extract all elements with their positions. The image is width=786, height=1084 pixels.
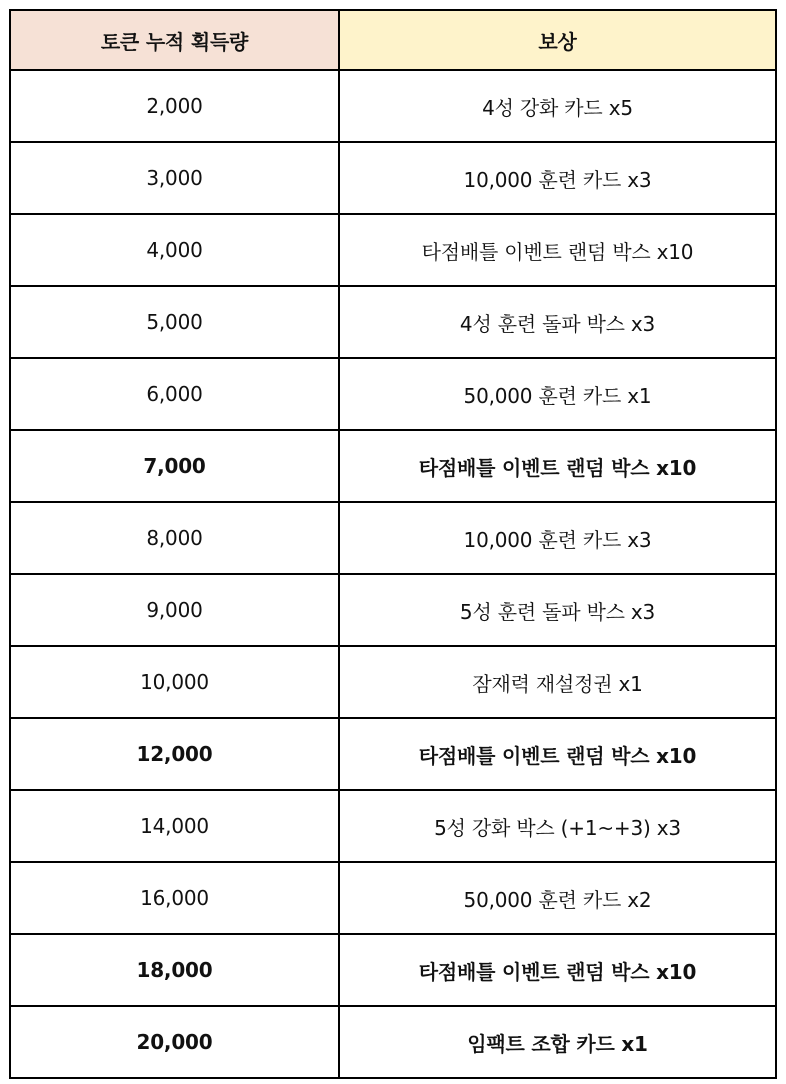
tokens-cell: 9,000 xyxy=(10,574,339,646)
table-row xyxy=(10,574,776,646)
table-row xyxy=(10,430,776,502)
tokens-cell: 7,000 xyxy=(10,430,339,502)
table-row xyxy=(10,358,776,430)
reward-cell: 5성 강화 박스 (+1~+3) x3 xyxy=(339,790,776,862)
table-row xyxy=(10,70,776,142)
tokens-cell: 2,000 xyxy=(10,70,339,142)
tokens-cell: 20,000 xyxy=(10,1006,339,1078)
tokens-cell: 8,000 xyxy=(10,502,339,574)
reward-cell: 5성 훈련 돌파 박스 x3 xyxy=(339,574,776,646)
reward-cell: 임팩트 조합 카드 x1 xyxy=(339,1006,776,1078)
reward-cell: 타점배틀 이벤트 랜덤 박스 x10 xyxy=(339,718,776,790)
tokens-cell: 5,000 xyxy=(10,286,339,358)
reward-cell: 4성 훈련 돌파 박스 x3 xyxy=(339,286,776,358)
reward-cell: 타점배틀 이벤트 랜덤 박스 x10 xyxy=(339,214,776,286)
table-row xyxy=(10,1006,776,1078)
reward-cell: 10,000 훈련 카드 x3 xyxy=(339,502,776,574)
tokens-cell: 16,000 xyxy=(10,862,339,934)
header-reward: 보상 xyxy=(339,10,776,70)
table-row xyxy=(10,502,776,574)
reward-cell: 50,000 훈련 카드 x2 xyxy=(339,862,776,934)
reward-table xyxy=(9,9,777,1079)
table-body xyxy=(10,70,776,1078)
reward-cell: 타점배틀 이벤트 랜덤 박스 x10 xyxy=(339,430,776,502)
reward-cell: 50,000 훈련 카드 x1 xyxy=(339,358,776,430)
table-row xyxy=(10,646,776,718)
tokens-cell: 6,000 xyxy=(10,358,339,430)
tokens-cell: 12,000 xyxy=(10,718,339,790)
header-tokens: 토큰 누적 획득량 xyxy=(10,10,339,70)
table-row xyxy=(10,790,776,862)
table-row xyxy=(10,214,776,286)
tokens-cell: 14,000 xyxy=(10,790,339,862)
table-row xyxy=(10,862,776,934)
reward-cell: 잠재력 재설정권 x1 xyxy=(339,646,776,718)
tokens-cell: 4,000 xyxy=(10,214,339,286)
tokens-cell: 3,000 xyxy=(10,142,339,214)
table-row xyxy=(10,286,776,358)
table-row xyxy=(10,142,776,214)
tokens-cell: 10,000 xyxy=(10,646,339,718)
table-header xyxy=(10,10,776,70)
reward-cell: 4성 강화 카드 x5 xyxy=(339,70,776,142)
reward-cell: 타점배틀 이벤트 랜덤 박스 x10 xyxy=(339,934,776,1006)
table-row xyxy=(10,718,776,790)
tokens-cell: 18,000 xyxy=(10,934,339,1006)
table-row xyxy=(10,934,776,1006)
header-row xyxy=(10,10,776,70)
reward-cell: 10,000 훈련 카드 x3 xyxy=(339,142,776,214)
